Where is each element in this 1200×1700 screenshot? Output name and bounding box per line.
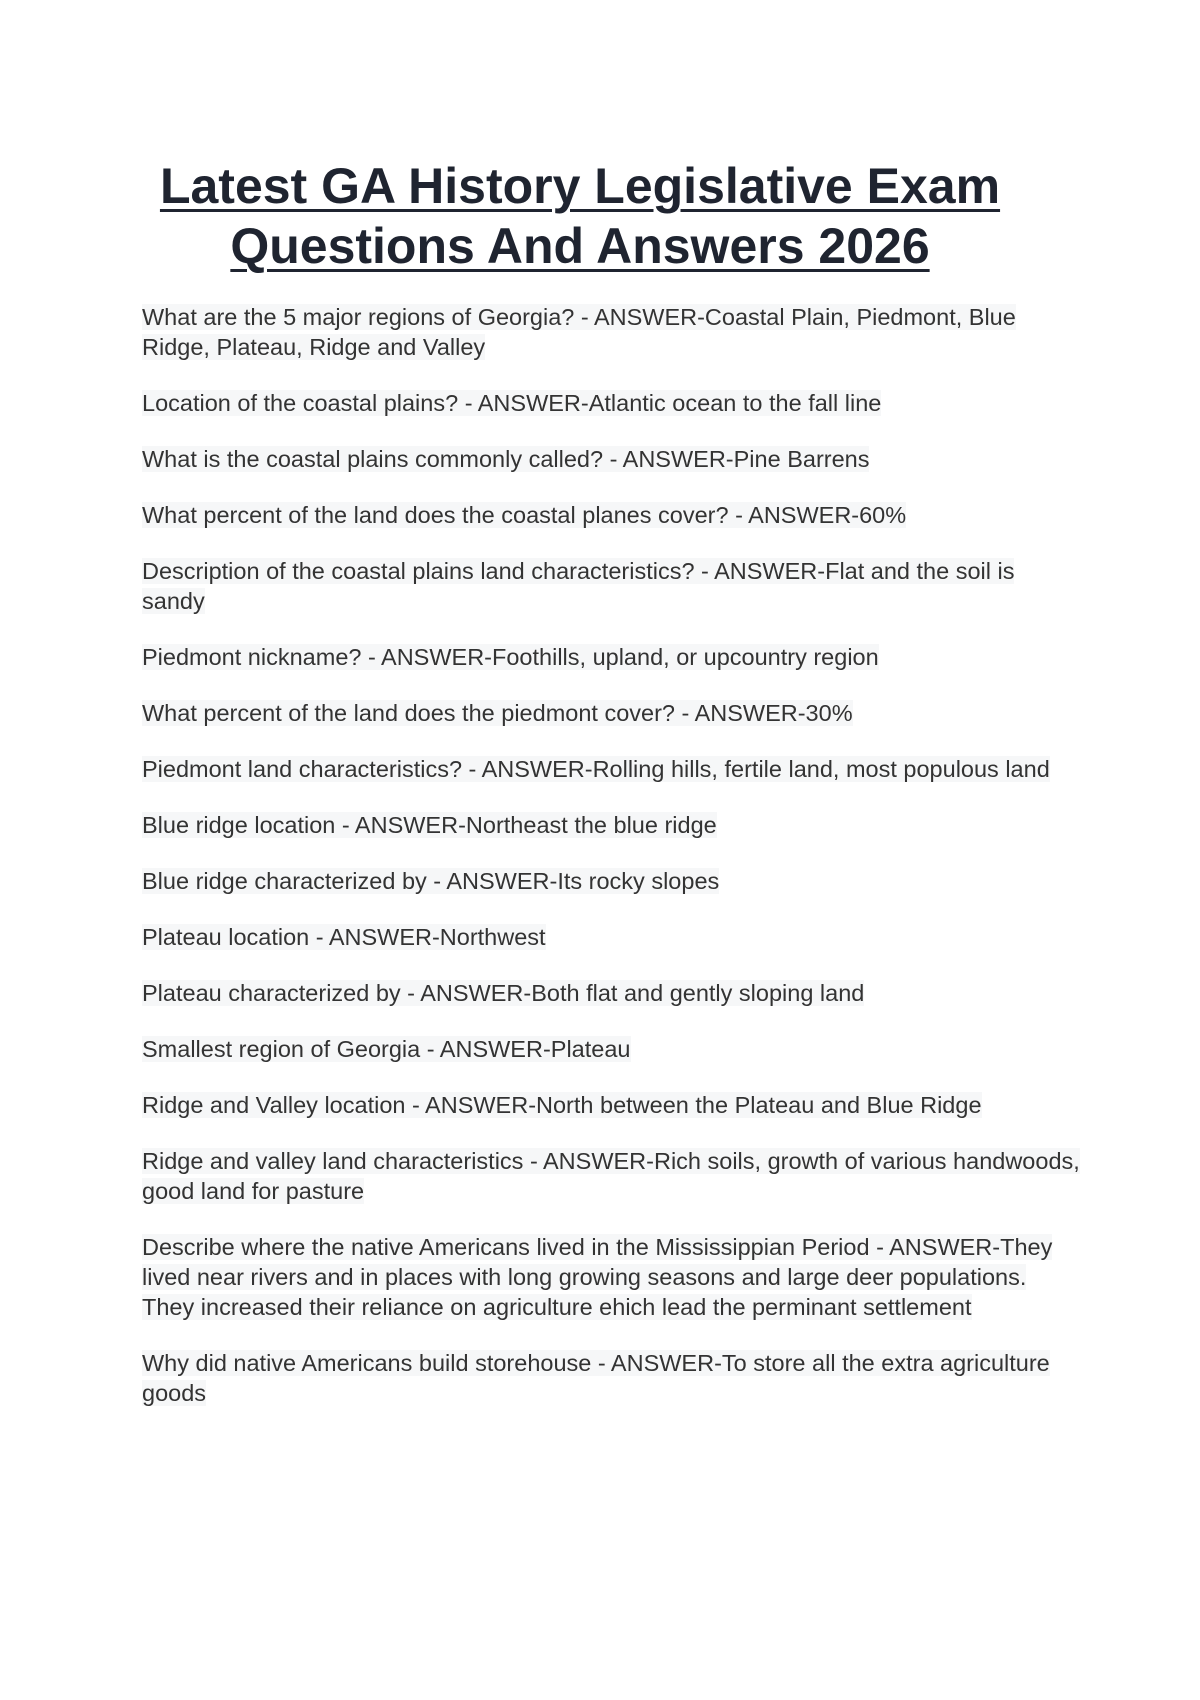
qa-item bbox=[142, 388, 1082, 418]
qa-text: What percent of the land does the piedmont cover? - ANSWER-30% bbox=[142, 700, 853, 726]
qa-item bbox=[142, 866, 1082, 896]
qa-item bbox=[142, 1146, 1082, 1206]
qa-text: Piedmont nickname? - ANSWER-Foothills, upland, or upcountry region bbox=[142, 644, 879, 670]
qa-text: Ridge and Valley location - ANSWER-North between the Plateau and Blue Ridge bbox=[142, 1092, 982, 1118]
qa-text: What percent of the land does the coastal planes cover? - ANSWER-60% bbox=[142, 502, 907, 528]
qa-text: Plateau characterized by - ANSWER-Both flat and gently sloping land bbox=[142, 980, 865, 1006]
qa-text: Describe where the native Americans lived in the Mississippian Period - ANSWER-They lived near rivers and in places with long growing seasons and large deer populations. They increased their reliance on agriculture ehich lead the perminant settlement bbox=[142, 1234, 1053, 1320]
qa-item bbox=[142, 500, 1082, 530]
qa-text: What are the 5 major regions of Georgia? - ANSWER-Coastal Plain, Piedmont, Blue Ridge, Plateau, Ridge and Valley bbox=[142, 304, 1016, 360]
qa-text: What is the coastal plains commonly called? - ANSWER-Pine Barrens bbox=[142, 446, 870, 472]
qa-item bbox=[142, 810, 1082, 840]
qa-item bbox=[142, 1232, 1082, 1322]
qa-text: Ridge and valley land characteristics - ANSWER-Rich soils, growth of various handwoods, good land for pasture bbox=[142, 1148, 1080, 1204]
title-line-2: Questions And Answers 2026 bbox=[230, 218, 930, 274]
qa-text: Why did native Americans build storehouse - ANSWER-To store all the extra agriculture goods bbox=[142, 1350, 1050, 1406]
title-line-1: Latest GA History Legislative Exam bbox=[159, 158, 1001, 214]
qa-text: Smallest region of Georgia - ANSWER-Plateau bbox=[142, 1036, 631, 1062]
qa-item bbox=[142, 978, 1082, 1008]
qa-item bbox=[142, 1090, 1082, 1120]
qa-text: Blue ridge characterized by - ANSWER-Its rocky slopes bbox=[142, 868, 720, 894]
qa-text: Description of the coastal plains land characteristics? - ANSWER-Flat and the soil is sandy bbox=[142, 558, 1015, 614]
qa-text: Blue ridge location - ANSWER-Northeast the blue ridge bbox=[142, 812, 717, 838]
document-title bbox=[120, 156, 1040, 276]
qa-text: Location of the coastal plains? - ANSWER-Atlantic ocean to the fall line bbox=[142, 390, 882, 416]
qa-item bbox=[142, 444, 1082, 474]
qa-item bbox=[142, 556, 1082, 616]
qa-item bbox=[142, 698, 1082, 728]
qa-item bbox=[142, 922, 1082, 952]
qa-item bbox=[142, 302, 1082, 362]
qa-list bbox=[142, 302, 1082, 1434]
qa-item bbox=[142, 1348, 1082, 1408]
qa-item bbox=[142, 754, 1082, 784]
qa-text: Plateau location - ANSWER-Northwest bbox=[142, 924, 546, 950]
qa-text: Piedmont land characteristics? - ANSWER-Rolling hills, fertile land, most populous land bbox=[142, 756, 1050, 782]
qa-item bbox=[142, 642, 1082, 672]
qa-item bbox=[142, 1034, 1082, 1064]
